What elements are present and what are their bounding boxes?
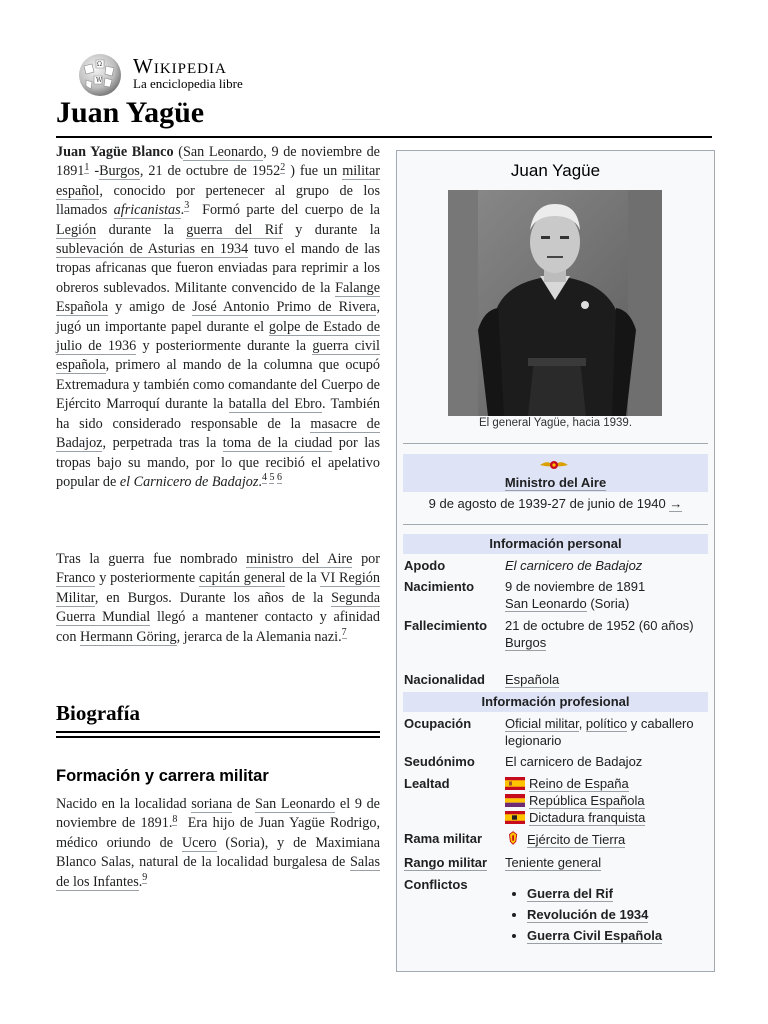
citation-ref[interactable] xyxy=(342,627,347,639)
ocupacion-link-oficial[interactable]: Oficial militar xyxy=(505,716,579,731)
portrait-photo[interactable] xyxy=(448,190,662,416)
successor-arrow-link[interactable]: → xyxy=(669,496,683,511)
section-heading-biografia: Biografía xyxy=(56,701,140,725)
fallecimiento-label: Fallecimiento xyxy=(404,618,488,633)
svg-text:Ω: Ω xyxy=(97,61,102,68)
inline-link[interactable]: guerra del Rif xyxy=(186,221,283,238)
inline-link[interactable]: Hermann Göring xyxy=(80,628,177,645)
rama-label: Rama militar xyxy=(404,831,483,846)
lealtad-item-2 xyxy=(505,792,710,809)
inline-link[interactable]: Franco xyxy=(56,570,96,587)
francoist-spain-flag-icon xyxy=(505,811,525,824)
inline-link[interactable]: golpe de Estado de julio de 1936 xyxy=(56,318,380,355)
section-divider xyxy=(56,731,380,733)
spain-kingdom-flag-icon xyxy=(505,777,525,790)
fallecimiento-value xyxy=(505,617,710,651)
conflictos-label: Conflictos xyxy=(404,877,468,892)
ocupacion-label: Ocupación xyxy=(404,716,472,731)
inline-link[interactable]: 6 xyxy=(276,472,282,484)
rango-label-link[interactable]: Rango militar xyxy=(404,855,488,870)
inline-link[interactable]: 9 xyxy=(142,871,148,883)
inline-link[interactable]: masacre de Badajoz xyxy=(56,415,380,452)
second-paragraph-text[interactable]: Tras la guerra fue nombrado ministro del Aire por Franco y posteriormente capitán general de la VI Región Militar, en Burgos. Durante los años de la Segunda Guerra Mundial llegó a mantener contacto y afinidad con Hermann Göring, jerarca de la Alemania nazi.$^7$ xyxy=(56,551,380,645)
section-divider-secondary xyxy=(56,736,380,738)
inline-link[interactable]: San Leonardo xyxy=(182,144,264,160)
air-force-emblem-icon xyxy=(540,458,568,472)
inline-link[interactable]: José Antonio Primo de Rivera xyxy=(192,299,377,316)
inline-link[interactable]: capitán general xyxy=(198,570,286,587)
inline-link[interactable]: Burgos xyxy=(99,163,140,180)
nacimiento-label: Nacimiento xyxy=(404,579,475,594)
ocupacion-separator: , xyxy=(578,716,586,731)
lealtad-link-dictadura[interactable]: Dictadura franquista xyxy=(529,810,646,825)
office-dates-text: 9 de agosto de 1939-27 de junio de 1940 xyxy=(428,496,666,511)
inline-link[interactable]: español xyxy=(56,182,100,199)
conflict-item xyxy=(527,904,710,925)
apodo-value-text: El carnicero de Badajoz xyxy=(505,558,643,573)
ocupacion-value xyxy=(505,715,710,749)
apodo-value xyxy=(505,557,710,574)
rama-link[interactable]: Ejército de Tierra xyxy=(527,832,626,847)
inline-link[interactable]: 1 xyxy=(84,161,90,173)
inline-link[interactable]: 5 xyxy=(269,472,275,484)
rama-value xyxy=(505,830,710,848)
office-link[interactable]: Ministro del Aire xyxy=(504,475,607,490)
infobox-divider xyxy=(403,443,708,444)
conflictos-list xyxy=(505,883,710,946)
apodo-label: Apodo xyxy=(404,558,446,573)
ocupacion-link-politico[interactable]: político xyxy=(585,716,628,731)
inline-link[interactable]: Legión xyxy=(56,221,97,238)
inline-link[interactable]: 2 xyxy=(280,161,286,173)
nacionalidad-label: Nacionalidad xyxy=(404,672,485,687)
infobox-divider xyxy=(403,524,708,525)
citation-ref[interactable] xyxy=(172,814,177,826)
fallecimiento-date: 21 de octubre de 1952 (60 años) xyxy=(505,618,694,633)
lealtad-item-1 xyxy=(505,775,710,792)
subsection-heading: Formación y carrera militar xyxy=(56,767,269,785)
brand xyxy=(133,55,243,91)
seudonimo-label: Seudónimo xyxy=(404,754,475,769)
conflict-item xyxy=(527,883,710,904)
lead-paragraph-text[interactable]: Juan Yagüe Blanco (San Leonardo, 9 de noviembre de 1891$^1$ -Burgos, 21 de octubre de 1952$^2$ ) fue un militar español, conocido por pertenecer al grupo de los llamados africanistas.$^3$ Formó parte del cuerpo de la Legión durante la guerra del Rif y durante la sublevación de Asturias en 1934 tuvo el mando de las tropas africanas que fueron enviadas para reprimir a los obreros sublevados. Militante convencido de la Falange Española y amigo de José Antonio Primo de Rivera, jugó un importante papel durante el golpe de Estado de julio de 1936 y posteriormente durante la guerra civil española, primero al mando de la columna que ocupó Extremadura y también como comandante del Cuerpo de Ejército Marroquí durante la batalla del Ebro. También ha sido considerado responsable de la masacre de Badajoz, perpetrada tras la toma de la ciudad por las tropas bajo su mando, por lo que recibió el apelativo popular de el Carnicero de Badajoz.$^{4 5 6}$ xyxy=(56,144,381,490)
lealtad-link-republica[interactable]: República Española xyxy=(529,793,645,808)
rango-label xyxy=(404,855,487,870)
inline-link[interactable]: Falange Española xyxy=(56,279,380,316)
nacionalidad-value xyxy=(505,671,710,688)
conflict-link-civil-war[interactable]: Guerra Civil Española xyxy=(527,928,663,943)
wikipedia-globe-logo[interactable] xyxy=(74,52,126,98)
citation-ref[interactable] xyxy=(262,472,282,484)
inline-link[interactable]: 8 xyxy=(172,813,178,825)
inline-link[interactable]: 7 xyxy=(341,626,347,638)
inline-link[interactable]: Salas de los Infantes xyxy=(56,854,380,890)
section-header-personal: Información personal xyxy=(403,534,708,554)
conflict-item xyxy=(527,925,710,946)
seudonimo-value: El carnicero de Badajoz xyxy=(505,754,643,769)
fallecimiento-place-link[interactable]: Burgos xyxy=(505,635,547,650)
photo-caption: El general Yagüe, hacia 1939. xyxy=(478,417,633,429)
inline-link[interactable]: Ucero xyxy=(181,834,217,851)
conflict-link-1934[interactable]: Revolución de 1934 xyxy=(527,907,649,922)
title-divider xyxy=(56,136,712,138)
brand-title[interactable]: Wikipedia xyxy=(133,54,227,78)
office-title xyxy=(397,475,714,490)
lealtad-value xyxy=(505,775,710,826)
citation-ref[interactable] xyxy=(142,872,147,884)
conflict-link-rif[interactable]: Guerra del Rif xyxy=(527,886,613,901)
infobox xyxy=(396,150,715,972)
citation-ref[interactable] xyxy=(184,200,189,212)
inline-link[interactable]: VI Región Militar xyxy=(56,570,380,606)
lead-paragraph xyxy=(56,143,380,492)
brand-subtitle: La enciclopedia libre xyxy=(133,76,243,91)
lealtad-item-3 xyxy=(505,809,710,826)
nacimiento-date: 9 de noviembre de 1891 xyxy=(505,579,646,594)
citation-ref[interactable] xyxy=(280,162,285,174)
inline-link[interactable]: guerra civil española xyxy=(56,338,380,374)
biography-paragraph xyxy=(56,795,380,892)
rango-value xyxy=(505,854,710,871)
inline-link[interactable]: soriana xyxy=(191,796,233,812)
infobox-title: Juan Yagüe xyxy=(510,161,601,180)
inline-link[interactable]: batalla del Ebro xyxy=(228,396,322,413)
inline-link[interactable]: ministro del Aire xyxy=(246,551,353,567)
second-paragraph xyxy=(56,550,380,647)
rango-link[interactable]: Teniente general xyxy=(505,855,602,870)
svg-text:W: W xyxy=(96,77,103,84)
section-header-professional: Información profesional xyxy=(403,692,708,712)
nacimiento-place-link[interactable]: San Leonardo xyxy=(505,596,587,611)
inline-link[interactable]: sublevación de Asturias en 1934 xyxy=(56,241,249,258)
ocupacion-rest: y caballero legionario xyxy=(505,716,694,748)
inline-link[interactable]: militar xyxy=(342,163,381,180)
nacimiento-region[interactable]: (Soria) xyxy=(590,596,630,611)
inline-link[interactable]: africanistas xyxy=(113,202,181,219)
inline-link[interactable]: 4 xyxy=(261,472,267,484)
spanish-republic-flag-icon xyxy=(505,794,525,807)
army-emblem-icon xyxy=(505,830,523,846)
conflictos-value xyxy=(505,883,710,946)
inline-link[interactable]: San Leonardo xyxy=(254,796,336,812)
nacionalidad-link[interactable]: Española xyxy=(505,672,560,687)
office-dates xyxy=(397,496,714,511)
inline-link[interactable]: 3 xyxy=(184,200,190,212)
citation-ref[interactable] xyxy=(84,162,89,174)
biography-paragraph-text[interactable]: Nacido en la localidad soriana de San Leonardo el 9 de noviembre de 1891.$^8$ Era hijo de Juan Yagüe Rodrigo, médico oriundo de Ucero (Soria), y de Maximiana Blanco Salas, natural de la localidad burgalesa de Salas de los Infantes.$^9$ xyxy=(56,796,380,890)
nacimiento-value xyxy=(505,578,710,612)
inline-link[interactable]: toma de la ciudad xyxy=(222,435,333,452)
lealtad-link-reino[interactable]: Reino de España xyxy=(529,776,629,791)
portrait-illustration xyxy=(448,190,662,416)
page-title: Juan Yagüe xyxy=(56,96,205,129)
inline-link[interactable]: Segunda Guerra Mundial xyxy=(56,589,380,626)
lealtad-label: Lealtad xyxy=(404,776,450,791)
